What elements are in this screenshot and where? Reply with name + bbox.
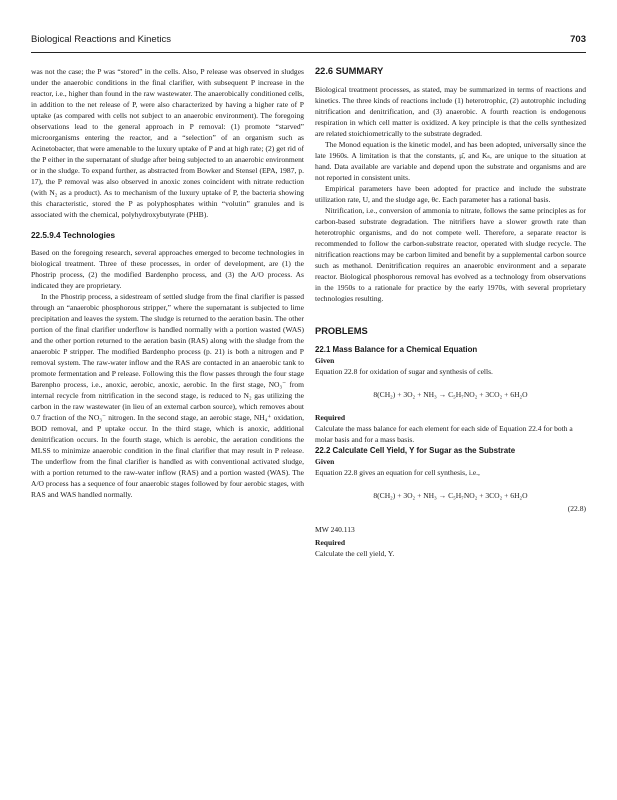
summary-paragraph: Empirical parameters have been adopted for practice and include the substrate utilization rate, U, and the sludge age, θc. Each parameter has a rational basis. xyxy=(315,184,586,204)
summary-heading: 22.6 SUMMARY xyxy=(315,66,384,76)
given-text: Equation 22.8 for oxidation of sugar and synthesis of cells. xyxy=(315,367,493,376)
required-text: Calculate the cell yield, Y. xyxy=(315,549,395,558)
given-text: Equation 22.8 gives an equation for cell synthesis, i.e., xyxy=(315,468,480,477)
subsection-heading: 22.5.9.4 Technologies xyxy=(31,231,116,240)
running-header xyxy=(31,34,586,50)
problem-title: 22.2 Calculate Cell Yield, Y for Sugar as the Substrate xyxy=(315,446,516,455)
given-label: Given xyxy=(315,356,335,365)
left-column xyxy=(31,66,304,500)
required-label: Required xyxy=(315,413,346,422)
summary-paragraph: The Monod equation is the kinetic model, and has been adopted, universally since the late 1960s. A limitation is that the constants, μ̂, and Kₛ, are unique to the situation at hand. Data available are variable and depend upon the substrate and organisms and are not reported in consistent units. xyxy=(315,140,586,182)
equation-number: (22.8) xyxy=(567,504,586,513)
required-label: Required xyxy=(315,538,346,547)
header-rule xyxy=(31,52,586,53)
equation: 8(CH₂) + 3O₂ + NH₃ → C₅H₇NO₂ + 3CO₂ + 6H₂O xyxy=(373,390,528,399)
molecular-weight: MW 240.113 xyxy=(315,525,355,534)
right-column xyxy=(315,66,586,559)
body-paragraph: In the Phostrip process, a sidestream of settled sludge from the final clarifier is passed through an “anaerobic phosphorous stripper,” where the supernatant is subjected to lime precipitation and leaves the system. The sludge is returned to the aeration basin. The other portion of the final clarifier underflow is handled normally with a portion wasted (WAS) and the other portion returned to the aeration basin (RAS) along with the sludge from the anaerobic P stripper. The modified Bardenpho process (p. 21) is both a nitrogen and P removal system. The raw-water inflow and the RAS are contacted in an anaerobic tank to promote fermentation and P release. Following this the flow passes through the four stage Barenpho process, i.e., anoxic, aerobic, anoxic, aerobic. In the first stage, NO₃⁻ from internal recycle from nitrification in the second stage, is reduced to N₂ gas utilizing the carbon in the raw wastewater (in lieu of an external carbon source), which removes about 0.7 fraction of the NO₃⁻ nitrogen. In the second stage, an aerobic stage, NH₄⁺ oxidation, BOD removal, and P uptake occur. In the third stage, which is anoxic, additional denitrification occurs. In the fourth stage, which is aerobic, the aeration conditions the MLSS to minimize anaerobic condition in the final clarifier that may result in P release. The underflow from the final clarifier is handled as with conventional activated sludge, with a portion returned to the raw-water inflow (RAS) and a portion wasted (WAS). The A/O process has a sequence of four anaerobic stages followed by four aerobic stages, with RAS and WAS handled normally. xyxy=(31,292,304,499)
summary-paragraph: Biological treatment processes, as stated, may be summarized in terms of reactions and kinetics. The three kinds of reactions include (1) heterotrophic, (2) autotrophic including nitrification and denitrification, and (3) anaerobic. A fourth reaction is endogenous respiration in which cell matter is oxidized. A key principle is that the cells synthesized are related stoichiometrically to the substrate degraded. xyxy=(315,85,586,138)
equation: 8(CH₂) + 3O₂ + NH₃ → C₅H₇NO₂ + 3CO₂ + 6H₂O xyxy=(373,491,528,500)
page-number: 703 xyxy=(570,34,586,45)
required-text: Calculate the mass balance for each element for each side of Equation 22.4 for both a molar basis and for a mass basis. xyxy=(315,424,573,444)
body-paragraph: was not the case; the P was “stored” in the cells. Also, P release was observed in sludges under the anaerobic conditions in the final clarifier, with subsequent P increase in the reactor, i.e., higher than found in the raw wastewater. The anaerobically conditioned cells, in addition to the net release of P, were also characterized by having a higher rate of P uptake (as compared with cells not subject to an anaerobic environment). The foregoing observations lead to the general approach in P removal: (1) promote “starved” microorganisms entering the reactor, and a “selection” of an organism such as Acinetobacter, that were amenable to the luxury uptake of P and at high rate; (2) get rid of the P either in the supernatant of sludge after being subjected to an anaerobic environment or in the sludge. To expand further, as abstracted from Bowker and Stensel (EPA, 1987, p. 17), the P removal was also observed in anoxic zones coincident with nitrate reduction (with N₂ as a product). As to mechanism of the luxury uptake of P, the bacteria showing this characteristic, stored the P as polyphosphates within “volutin” granules and is associated with the chemical, polyhydroxybutyrate (PHB). xyxy=(31,67,304,219)
given-label: Given xyxy=(315,457,335,466)
running-title: Biological Reactions and Kinetics xyxy=(31,34,171,45)
body-paragraph: Based on the foregoing research, several approaches emerged to become technologies in biological treatment. Three of these processes, in order of development, are (1) the Phostrip process, (2) the modified Bardenpho process, and (3) the A/O process. As indicated they are proprietary. xyxy=(31,248,304,290)
problems-heading: PROBLEMS xyxy=(315,326,368,336)
problem-title: 22.1 Mass Balance for a Chemical Equation xyxy=(315,345,478,354)
summary-paragraph: Nitrification, i.e., conversion of ammonia to nitrate, follows the same principles as for carbon-based substrate degradation. The nitrifiers have a slower growth rate than heterotrophic organisms, and do not compete well. Therefore, a separate reactor is recommended to follow the carbon-substrate reactor, operated with sludge recycle. The nitrification reactions may be carbon limited and benefit by a supplemental carbon source such as methanol. Denitrification requires an anaerobic environment and a separate reactor. Biological phosphorous removal has evolved as a technology from observations in the 1950s to a rationale for practice by the early 1970s, with several proprietary technologies resulting. xyxy=(315,206,586,303)
